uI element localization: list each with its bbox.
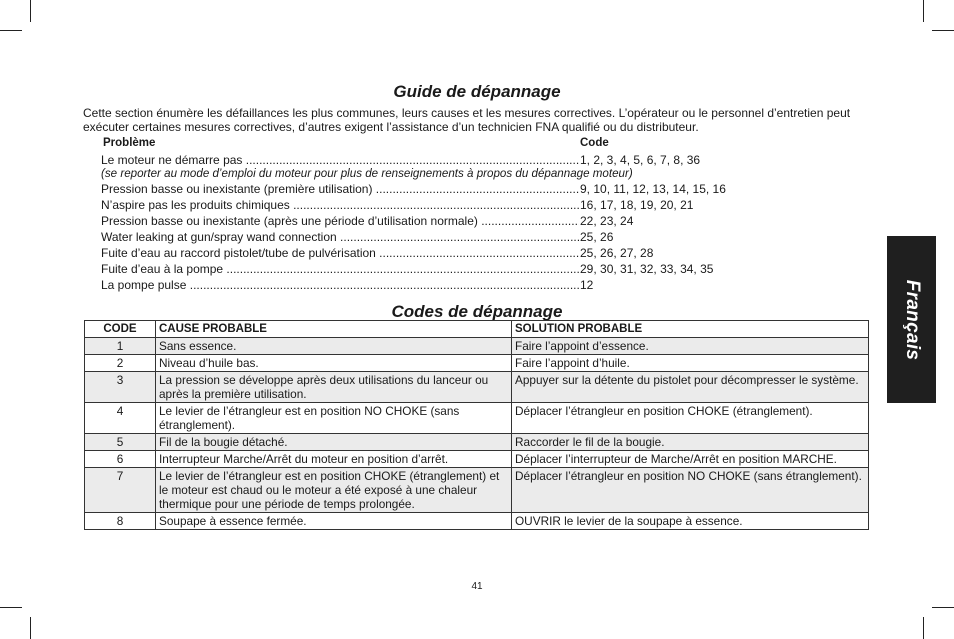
table-row (85, 468, 869, 513)
codes-title: Codes de dépannage (391, 302, 563, 321)
code-cell: 6 (85, 451, 156, 468)
solution-cell: Faire l’appoint d’essence. (512, 338, 869, 355)
crop-mark (932, 30, 954, 31)
cause-cell: Sans essence. (156, 338, 512, 355)
guide-code: 9, 10, 11, 12, 13, 14, 15, 16 (580, 182, 726, 196)
code-cell: 7 (85, 468, 156, 513)
guide-code: 22, 23, 24 (580, 214, 634, 228)
code-cell: 8 (85, 513, 156, 530)
code-cell: 2 (85, 355, 156, 372)
guide-row (101, 197, 801, 213)
guide-list (101, 153, 801, 293)
crop-mark (923, 0, 924, 22)
guide-code: 29, 30, 31, 32, 33, 34, 35 (580, 262, 714, 276)
code-cell: 1 (85, 338, 156, 355)
crop-mark (30, 0, 31, 22)
guide-row (101, 153, 801, 167)
cause-cell: Interrupteur Marche/Arrêt du moteur en position d’arrêt. (156, 451, 512, 468)
cause-cell: La pression se développe après deux utilisations du lanceur ou après la première utilisation. (156, 372, 512, 403)
table-row (85, 372, 869, 403)
guide-row (101, 181, 801, 197)
solution-cell: Raccorder le fil de la bougie. (512, 434, 869, 451)
cause-cell: Le levier de l’étrangleur est en position NO CHOKE (sans étranglement). (156, 403, 512, 434)
crop-mark (0, 607, 22, 608)
guide-problem: Pression basse ou inexistante (première utilisation) ..... (101, 181, 579, 197)
code-cell: 5 (85, 434, 156, 451)
page-number: 41 (471, 581, 483, 592)
guide-problem: Fuite d’eau à la pompe ..... (101, 261, 579, 277)
guide-problem: Water leaking at gun/spray wand connection ..... (101, 229, 579, 245)
guide-note: (se reporter au mode d’emploi du moteur pour plus de renseignements à propos du dépannage moteur) (101, 167, 633, 180)
cause-cell: Le levier de l’étrangleur est en position CHOKE (étranglement) et le moteur est chaud ou le moteur a été exposé à une chaleur thermique pour une période de temps prolongée. (156, 468, 512, 513)
table-row (85, 451, 869, 468)
codes-header-row (85, 321, 869, 338)
table-row (85, 338, 869, 355)
header-solution: SOLUTION PROBABLE (512, 321, 869, 338)
code-cell: 4 (85, 403, 156, 434)
cause-cell: Soupape à essence fermée. (156, 513, 512, 530)
solution-cell: Déplacer l’étrangleur en position NO CHOKE (sans étranglement). (512, 468, 869, 513)
solution-cell: Déplacer l’étrangleur en position CHOKE (étranglement). (512, 403, 869, 434)
guide-problem: Fuite d’eau au raccord pistolet/tube de pulvérisation ..... (101, 245, 579, 261)
cause-cell: Niveau d’huile bas. (156, 355, 512, 372)
guide-row (101, 245, 801, 261)
guide-problem: Le moteur ne démarre pas ..... (101, 153, 579, 167)
crop-mark (932, 607, 954, 608)
guide-code: 25, 26 (580, 230, 614, 244)
guide-title: Guide de dépannage (393, 82, 561, 101)
guide-code: 12 (580, 278, 594, 292)
codes-table (84, 320, 869, 530)
crop-mark (923, 617, 924, 639)
solution-cell: Faire l’appoint d’huile. (512, 355, 869, 372)
code-header: Code (580, 137, 609, 149)
guide-code: 25, 26, 27, 28 (580, 246, 654, 260)
guide-problem: N’aspire pas les produits chimiques ..... (101, 197, 579, 213)
guide-intro: Cette section énumère les défaillances les plus communes, leurs causes et les mesures correctives. L’opérateur ou le personnel d’entretien peut exécuter certaines mesures correctives, d’autres exigent l’assistance d’un technicien FNA qualifié ou du distributeur. (83, 106, 851, 134)
guide-row (101, 277, 801, 293)
code-cell: 3 (85, 372, 156, 403)
crop-mark (0, 30, 22, 31)
guide-row (101, 213, 801, 229)
guide-problem: Pression basse ou inexistante (après une période d’utilisation normale) ..... (101, 213, 579, 229)
table-row (85, 403, 869, 434)
solution-cell: Déplacer l’interrupteur de Marche/Arrêt en position MARCHE. (512, 451, 869, 468)
guide-code: 1, 2, 3, 4, 5, 6, 7, 8, 36 (580, 153, 701, 167)
guide-problem: La pompe pulse ..... (101, 277, 579, 293)
cause-cell: Fil de la bougie détaché. (156, 434, 512, 451)
guide-code: 16, 17, 18, 19, 20, 21 (580, 198, 694, 212)
guide-row (101, 229, 801, 245)
header-cause: CAUSE PROBABLE (156, 321, 512, 338)
crop-mark (30, 617, 31, 639)
guide-row (101, 261, 801, 277)
problem-header: Problème (103, 137, 156, 149)
language-tab-label: Français (901, 279, 923, 360)
table-row (85, 513, 869, 530)
table-row (85, 434, 869, 451)
table-row (85, 355, 869, 372)
solution-cell: Appuyer sur la détente du pistolet pour décompresser le système. (512, 372, 869, 403)
solution-cell: OUVRIR le levier de la soupape à essence. (512, 513, 869, 530)
header-code: CODE (85, 321, 156, 338)
